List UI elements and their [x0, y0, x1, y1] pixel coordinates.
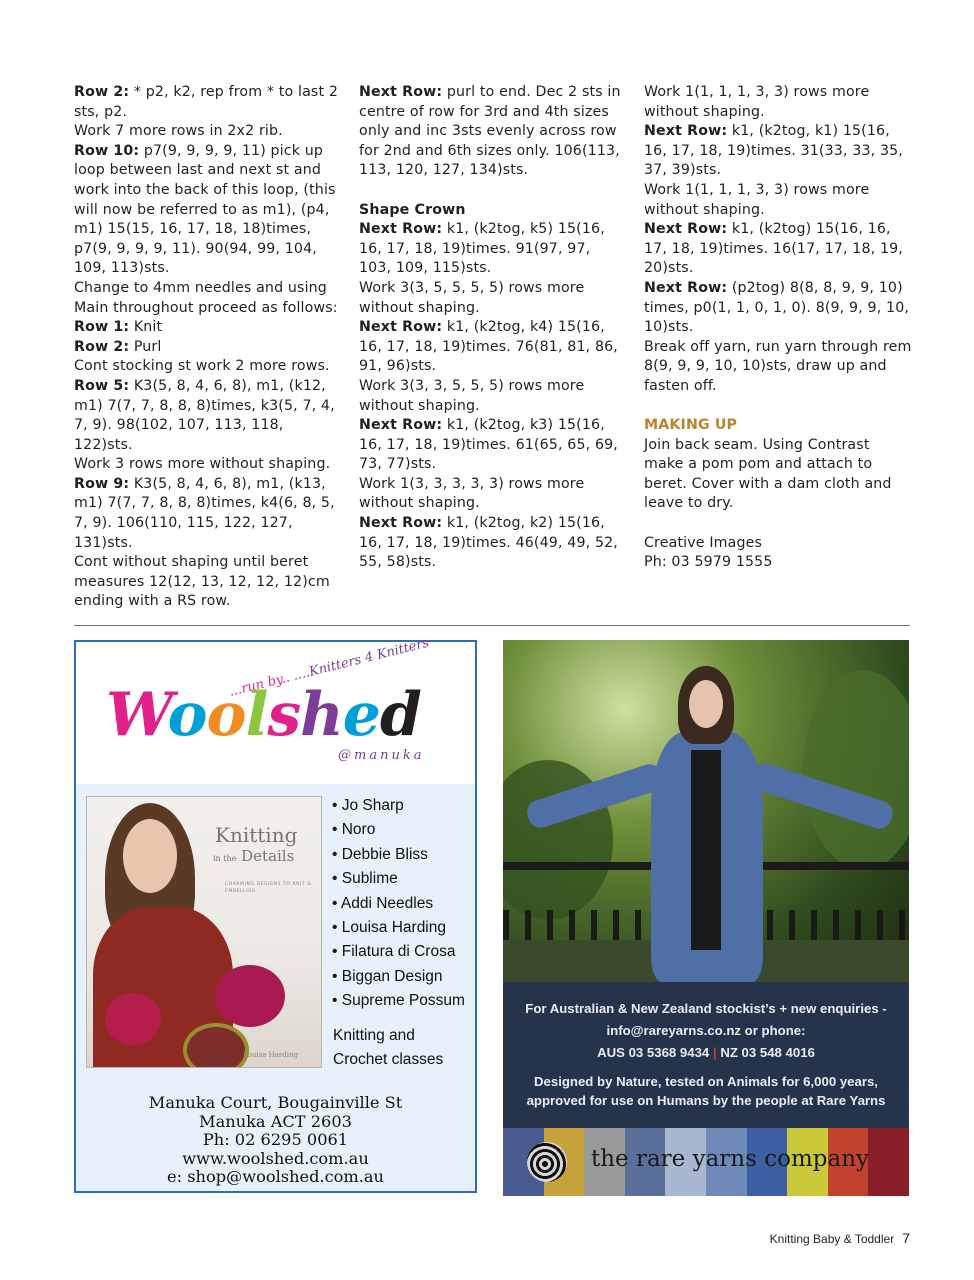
- list-item: • Addi Needles: [332, 894, 434, 912]
- paragraph: Next Row: k1, (k2tog, k3) 15(16, 16, 17, 18, 19)times. 61(65, 65, 69, 73, 77)sts.: [359, 417, 618, 473]
- paragraph: Row 1: Knit: [74, 319, 163, 336]
- brand-list: [332, 794, 465, 1014]
- instructions-column-3: [644, 83, 912, 573]
- paragraph: Work 1(1, 1, 1, 3, 3) rows more without shaping.: [644, 84, 870, 120]
- list-item: • Louisa Harding: [332, 919, 446, 937]
- paragraph: Break off yarn, run yarn through rem 8(9, 9, 9, 10, 10)sts, draw up and fasten off.: [644, 338, 912, 394]
- book-subtitle: CHARMING DESIGNS TO KNIT & EMBELLISH: [225, 882, 312, 894]
- email: e: shop@woolshed.com.au: [167, 1167, 384, 1187]
- paragraph: Join back seam. Using Contrast make a pom pom and attach to beret. Cover with a dam cloth and leave to dry.: [644, 436, 892, 512]
- list-item: • Filatura di Crosa: [332, 943, 456, 961]
- knitted-flower: [105, 993, 161, 1045]
- rare-yarns-text: For Australian & New Zealand stockist’s + new enquiries - info@rareyarns.co.nz or phone: AUS 03 5368 9434 | NZ 03 548 4016 Designed by Nature, tested on Animals for 6,000 years, approved for use on Humans by the people at Rare Yarns: [525, 1001, 887, 1108]
- address-line: Manuka ACT 2603: [199, 1111, 352, 1131]
- publication-name: Knitting Baby & Toddler: [769, 1232, 895, 1246]
- section-heading: Shape Crown: [359, 201, 466, 218]
- spacer: [644, 397, 912, 417]
- book-title-line2: in the Details: [213, 847, 295, 865]
- woolshed-location: @manuka: [338, 748, 425, 763]
- paragraph: Next Row: k1, (k2tog, k1) 15(16, 16, 17, 18, 19)times. 31(33, 33, 35, 37, 39)sts.: [644, 123, 903, 179]
- rare-yarns-brand: the rare yarns company: [591, 1146, 870, 1172]
- woolshed-tagline: ...run by.. ....Knitters 4 Knitters: [227, 635, 431, 700]
- paragraph: Work 1(3, 3, 3, 3, 3) rows more without shaping.: [359, 475, 585, 512]
- instructions-column-2: [359, 83, 627, 573]
- rare-yarns-advertisement: [503, 640, 909, 1196]
- paragraph: Next Row: k1, (k2tog, k2) 15(16, 16, 17, 18, 19)times. 46(49, 49, 52, 55, 58)sts.: [359, 515, 618, 571]
- paragraph: Work 7 more rows in 2x2 rib.: [74, 123, 283, 140]
- list-item: • Supreme Possum: [332, 992, 465, 1010]
- paragraph: Work 1(1, 1, 1, 3, 3) rows more without shaping.: [644, 181, 870, 218]
- model-photo: [503, 640, 909, 982]
- page-number: 7: [902, 1230, 910, 1246]
- model-face: [689, 680, 723, 728]
- spacer: [359, 181, 627, 201]
- book-author: Louisa Harding: [243, 1051, 298, 1059]
- horizontal-divider: [74, 625, 910, 626]
- paragraph: Next Row: (p2tog) 8(8, 8, 9, 9, 10) times, p0(1, 1, 0, 1, 0). 8(9, 9, 9, 10, 10)sts.: [644, 279, 910, 336]
- knitted-flower: [215, 965, 285, 1027]
- rare-yarns-logo-icon: [527, 1142, 567, 1182]
- list-item: • Sublime: [332, 870, 398, 888]
- paragraph: Row 10: p7(9, 9, 9, 9, 11) pick up loop between last and next st and work into the back of this loop, (this will now be referred to as m1), (p4, m1) 15(15, 16, 17, 18, 18)times, p7(9, 9, 9, 9, 11). 90(94, 99, 104, 109, 113)sts.: [74, 142, 336, 277]
- woolshed-contact: [76, 1094, 475, 1187]
- list-item: • Debbie Bliss: [332, 845, 428, 863]
- woolshed-logo-area: [76, 635, 475, 784]
- credit-name: Creative Images: [644, 534, 763, 551]
- phone: Ph: 02 6295 0061: [202, 1130, 349, 1150]
- paragraph: Next Row: k1, (k2tog, k4) 15(16, 16, 17, 18, 19)times. 76(81, 81, 86, 91, 96)sts.: [359, 319, 618, 375]
- rare-yarns-info-panel: [503, 982, 909, 1196]
- list-item: • Jo Sharp: [332, 797, 404, 814]
- tree: [803, 670, 909, 870]
- list-item: • Noro: [332, 821, 376, 839]
- book-cover-image: [86, 796, 322, 1068]
- instructions-column-1: [74, 83, 342, 612]
- paragraph: Work 3(3, 5, 5, 5, 5) rows more without shaping.: [359, 279, 585, 316]
- paragraph: Next Row: purl to end. Dec 2 sts in centre of row for 3rd and 4th sizes only and inc 3sts evenly across row for 2nd and 6th sizes only. 106(113, 113, 120, 127, 134)sts.: [359, 84, 621, 179]
- spacer: [644, 514, 912, 534]
- model-face: [123, 819, 177, 893]
- paragraph: Row 2: * p2, k2, rep from * to last 2 sts, p2.: [74, 84, 339, 120]
- paragraph: Next Row: k1, (k2tog) 15(16, 16, 17, 18, 19)times. 16(17, 17, 18, 19, 20)sts.: [644, 221, 903, 277]
- paragraph: Cont stocking st work 2 more rows.: [74, 358, 330, 375]
- paragraph: Row 5: K3(5, 8, 4, 6, 8), m1, (k12, m1) 7(7, 7, 8, 8, 8)times, k3(5, 7, 4, 7, 9). 98(102, 107, 113, 118, 122)sts.: [74, 377, 335, 453]
- paragraph: Row 9: K3(5, 8, 4, 6, 8), m1, (k13, m1) 7(7, 7, 8, 8, 8)times, k4(6, 8, 5, 7, 9). 106(110, 115, 122, 127, 131)sts.: [74, 475, 335, 551]
- website: www.woolshed.com.au: [182, 1148, 369, 1168]
- section-heading-making-up: MAKING UP: [644, 417, 738, 434]
- paragraph: Next Row: k1, (k2tog, k5) 15(16, 16, 17, 18, 19)times. 91(97, 97, 103, 109, 115)sts.: [359, 221, 605, 277]
- paragraph: Change to 4mm needles and using Main throughout proceed as follows:: [74, 279, 338, 316]
- paragraph: Work 3(3, 3, 5, 5, 5) rows more without shaping.: [359, 377, 585, 414]
- credit-phone: Ph: 03 5979 1555: [644, 554, 773, 571]
- paragraph: Work 3 rows more without shaping.: [74, 456, 331, 473]
- classes-text: Knitting and Crochet classes: [333, 1027, 444, 1069]
- page-footer: [700, 1230, 910, 1246]
- knitted-flower: [183, 1023, 249, 1068]
- stripe: [868, 1128, 909, 1196]
- model-top: [691, 750, 721, 950]
- woolshed-advertisement: [74, 635, 477, 1193]
- paragraph: Row 2: Purl: [74, 338, 162, 355]
- woolshed-logo: Woolshed: [106, 680, 421, 750]
- paragraph: Cont without shaping until beret measures 12(12, 13, 12, 12, 12)cm ending with a RS row.: [74, 554, 330, 610]
- list-item: • Biggan Design: [332, 967, 443, 985]
- book-title: Knitting: [215, 823, 298, 847]
- address-line: Manuka Court, Bougainville St: [148, 1093, 403, 1112]
